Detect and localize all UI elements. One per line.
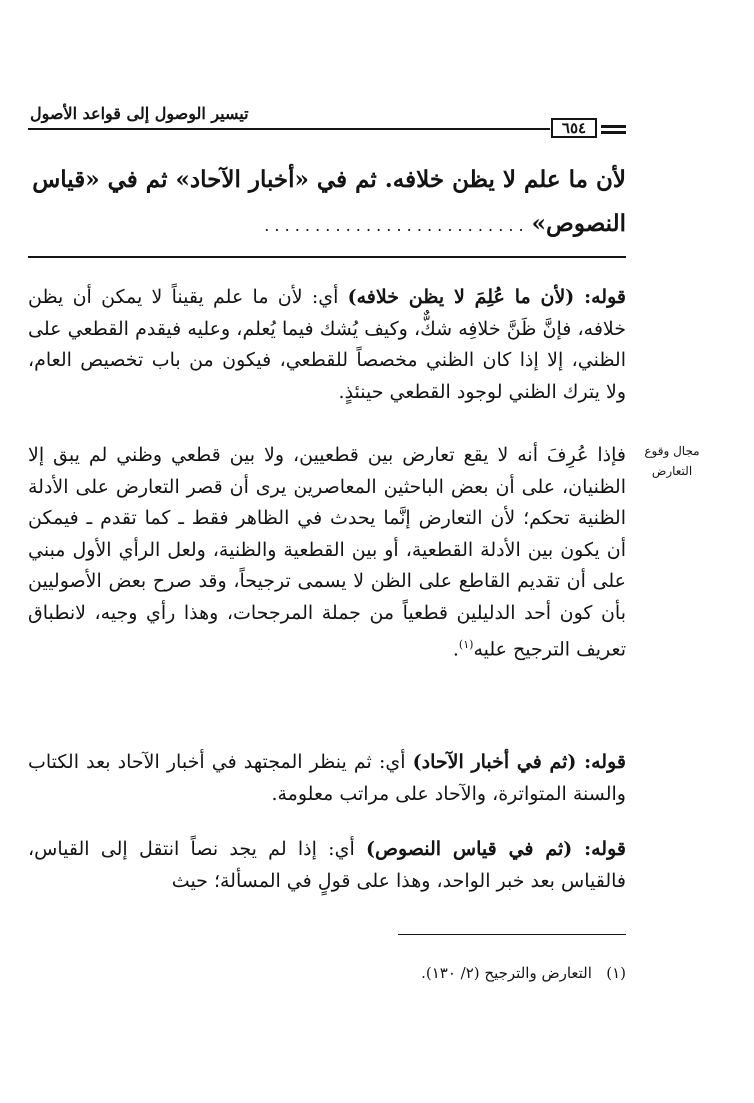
running-title: تيسير الوصول إلى قواعد الأصول [30,104,249,123]
header-ornament [601,125,626,137]
commentary-paragraph-1 [28,282,626,408]
matn-line-2-text: النصوص» [531,210,626,237]
paragraph-text: فإذا عُرِفَ أنه لا يقع تعارض بين قطعيين، ولا بين قطعي وظني لم يبق إلا الظنيان، على أن بعض الباحثين المعاصرين يرى أن قصر التعارض على الأدلة الظنية تحكم؛ لأن التعارض إنَّما يحدث في الظاهر فقط ـ كما تقدم ـ فيمكن أن يكون بين الأدلة القطعية، أو بين القطعية والظنية، ولعل الرأي الأول مبني على أن تقديم القاطع على الظن لا يسمى ترجيحاً، وقد صرح بعض الأصوليين بأن كون أحد الدليلين قطعياً من جملة المرجحات، وهذا رأي وجيه، لانطباق تعريف الترجيح عليه [28,444,626,661]
header-rule [28,128,550,130]
footnote-marker[interactable]: (١) [458,638,474,651]
matn-separator [28,256,626,258]
paragraph-end: . [452,638,459,661]
margin-note-line-2: التعارض [651,464,693,478]
footnote-number: (١) [606,964,626,982]
paragraph-text: أي: ثم ينظر المجتهد في أخبار الآحاد بعد الكتاب والسنة المتواترة، والآحاد على مراتب معلومة. [28,751,626,805]
paragraph-lead: قوله: (لأن ما عُلِمَ لا يظن خلافه) [347,286,626,308]
matn-line-1: لأن ما علم لا يظن خلافه. ثم في «أخبار الآحاد» ثم في «قياس [32,166,626,193]
footnote-rule [398,934,626,935]
margin-note [636,441,708,481]
paragraph-lead: قوله: (ثم في قياس النصوص) [366,838,626,860]
matn-dots: . . . . . . . . . . . . . . . . . . . . . . . . . . [264,216,524,235]
footnote-text: التعارض والترجيح (٢/ ١٣٠). [421,964,592,982]
matn-line-2 [28,202,626,248]
commentary-paragraph-2 [28,440,626,666]
matn-text [28,158,626,248]
paragraph-text: أي: إذا لم يجد نصاً انتقل إلى القياس، فالقياس بعد خبر الواحد، وهذا على قولٍ في المسألة؛ حيث [28,838,626,892]
paragraph-lead: قوله: (ثم في أخبار الآحاد) [412,751,626,773]
commentary-paragraph-4 [28,834,626,897]
paragraph-text: أي: لأن ما علم يقيناً لا يمكن أن يظن خلافه، فإنَّ ظَنَّ خلافِه شكٌّ، وكيف يُشك فيما يُعلم، وعليه فيقدم القطعي على الظني، إلا إذا كان الظني مخصصاً للقطعي، فيكون من باب تخصيص العام، ولا يترك الظني لوجود القطعي حينئذٍ. [28,286,626,403]
footnote [28,962,626,984]
margin-note-line-1: مجال وقوع [644,444,700,458]
page-number: ٦٥٤ [551,118,597,138]
commentary-paragraph-3 [28,747,626,810]
